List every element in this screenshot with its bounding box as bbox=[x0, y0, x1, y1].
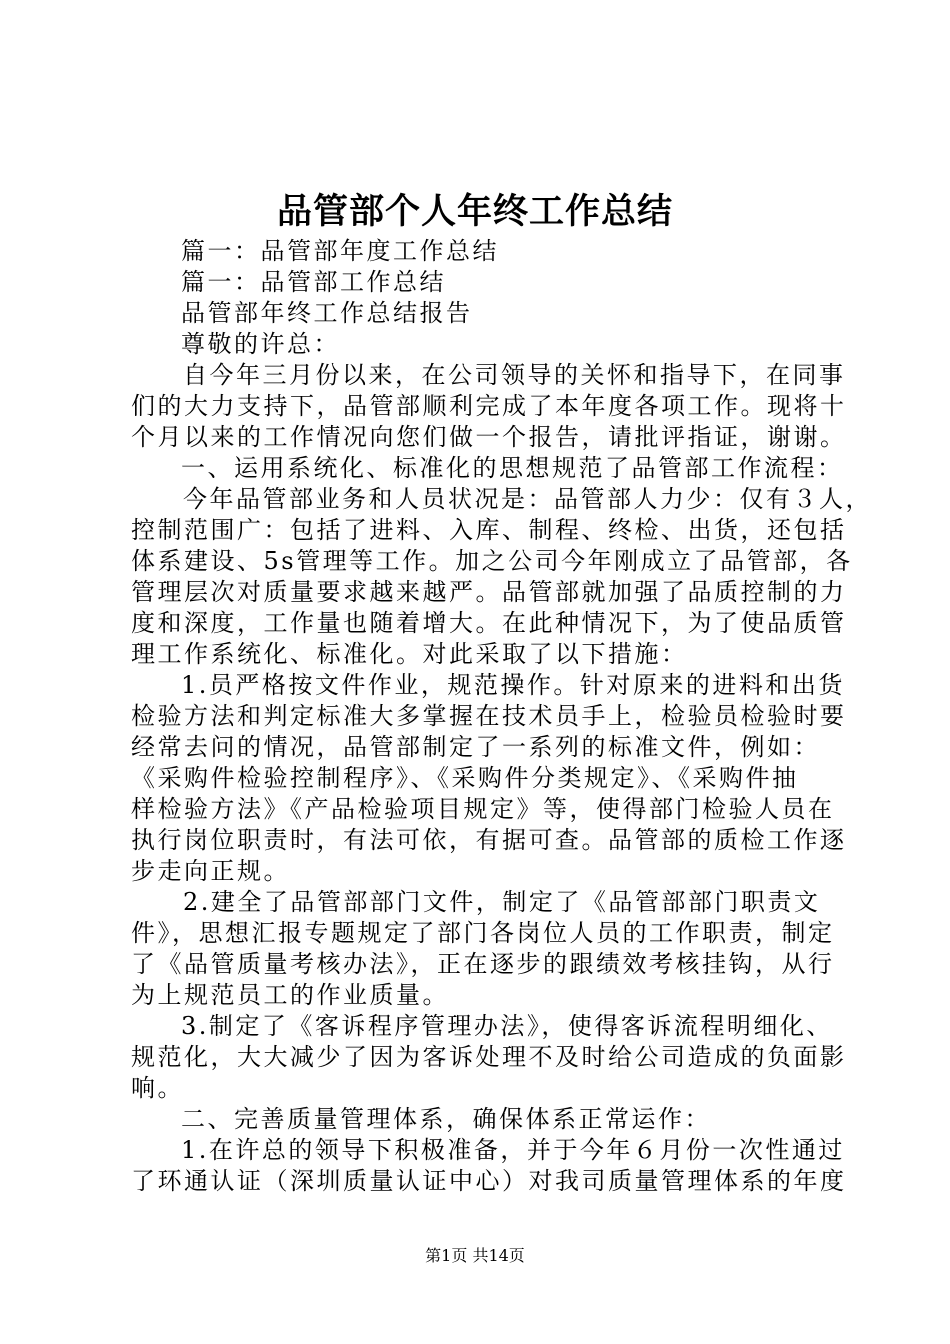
text-line: 经常去问的情况，品管部制定了一系列的标准文件，例如： bbox=[131, 733, 820, 761]
text-line: 理工作系统化、标准化。对此采取了以下措施： bbox=[131, 640, 688, 668]
text-line: 响。 bbox=[131, 1074, 184, 1102]
text-line: 篇一：品管部年度工作总结 bbox=[181, 237, 499, 265]
text-line: 为上规范员工的作业质量。 bbox=[131, 981, 449, 1009]
text-line: 尊敬的许总： bbox=[181, 330, 340, 358]
page-number-footer: 第1页 共14页 bbox=[425, 1246, 525, 1265]
text-line: 1.在许总的领导下积极准备，并于今年６月份一次性通过 bbox=[181, 1136, 845, 1164]
text-line: 篇一：品管部工作总结 bbox=[181, 268, 446, 296]
text-line: 控制范围广：包括了进料、入库、制程、终检、出货，还包括 bbox=[131, 516, 847, 544]
text-line: 管理层次对质量要求越来越严。品管部就加强了品质控制的力 bbox=[131, 578, 847, 606]
section-heading: 二、完善质量管理体系，确保体系正常运作： bbox=[181, 1105, 711, 1133]
text-line: 执行岗位职责时，有法可依，有据可查。品管部的质检工作逐 bbox=[131, 826, 847, 854]
text-line: 2.建全了品管部部门文件，制定了《品管部部门职责文 bbox=[183, 888, 821, 916]
text-line: 1.员严格按文件作业，规范操作。针对原来的进料和出货 bbox=[181, 671, 845, 699]
text-line: 规范化，大大减少了因为客诉处理不及时给公司造成的负面影 bbox=[131, 1043, 847, 1071]
text-line: 自今年三月份以来，在公司领导的关怀和指导下，在同事 bbox=[183, 361, 846, 389]
text-line: 了《品管质量考核办法》，正在逐步的跟绩效考核挂钩，从行 bbox=[131, 950, 835, 978]
text-line: 品管部年终工作总结报告 bbox=[181, 299, 473, 327]
document-title: 品管部个人年终工作总结 bbox=[276, 191, 673, 232]
section-heading: 一、运用系统化、标准化的思想规范了品管部工作流程： bbox=[181, 454, 844, 482]
text-line: 今年品管部业务和人员状况是：品管部人力少：仅有３人， bbox=[183, 485, 872, 513]
text-line: 件》，思想汇报专题规定了部门各岗位人员的工作职责，制定 bbox=[131, 919, 835, 947]
document-body bbox=[131, 236, 872, 1197]
text-line: 步走向正规。 bbox=[131, 857, 290, 885]
text-line: 度和深度，工作量也随着增大。在此种情况下，为了使品质管 bbox=[131, 609, 847, 637]
text-line: 了环通认证（深圳质量认证中心）对我司质量管理体系的年度 bbox=[131, 1167, 847, 1195]
text-line: 个月以来的工作情况向您们做一个报告，请批评指证，谢谢。 bbox=[131, 423, 847, 451]
text-line: 们的大力支持下，品管部顺利完成了本年度各项工作。现将十 bbox=[131, 392, 847, 420]
text-line: 3.制定了《客诉程序管理办法》，使得客诉流程明细化、 bbox=[181, 1012, 833, 1040]
text-line: 样检验方法》《产品检验项目规定》等，使得部门检验人员在 bbox=[131, 795, 835, 823]
text-line: 《采购件检验控制程序》、《采购件分类规定》、《采购件抽 bbox=[131, 764, 799, 792]
text-line: 体系建设、5s管理等工作。加之公司今年刚成立了品管部，各 bbox=[131, 547, 853, 575]
text-line: 检验方法和判定标准大多掌握在技术员手上，检验员检验时要 bbox=[131, 702, 847, 730]
